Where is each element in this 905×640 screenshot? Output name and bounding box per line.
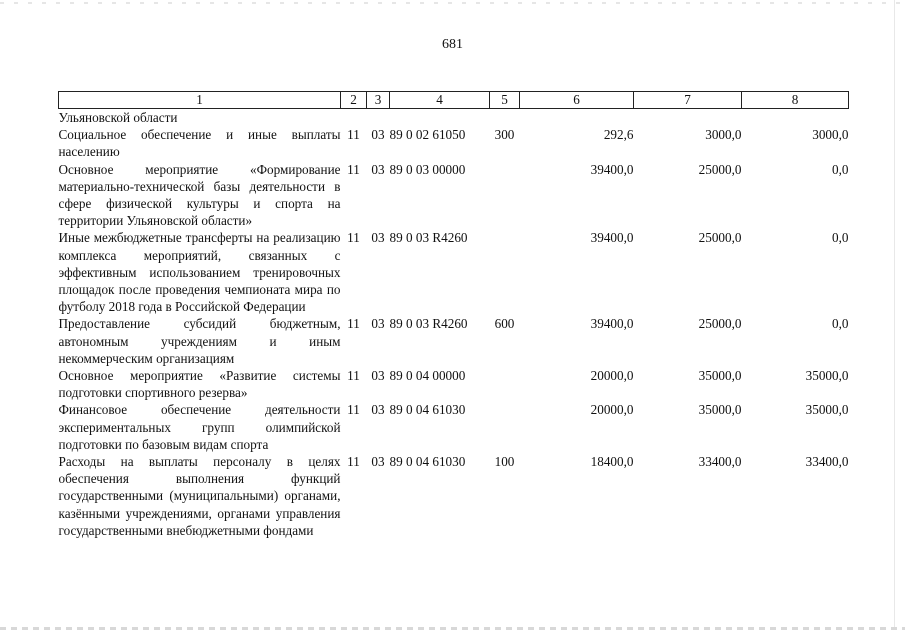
row-name: Расходы на выплаты персоналу в целях обеспечения выполнения функций государственными (муниципальными) органами, казёнными учреждениями, органами управления государственными внебюджетными фондами bbox=[58, 454, 341, 538]
row-section: 11 bbox=[347, 230, 360, 246]
table-row bbox=[59, 126, 849, 160]
col-header-2: 2 bbox=[341, 92, 367, 109]
row-section: 11 bbox=[347, 454, 360, 470]
row-name: Финансовое обеспечение деятельности экспериментальных групп олимпийской подготовки по базовым видам спорта bbox=[58, 402, 341, 452]
scan-artifact-top bbox=[0, 2, 905, 4]
row-amount-col7: 3000,0 bbox=[705, 127, 742, 143]
row-subsection: 03 bbox=[371, 368, 385, 384]
row-amount-col8: 3000,0 bbox=[812, 127, 849, 143]
scan-artifact-bottom bbox=[0, 627, 905, 630]
row-amount-col6: 20000,0 bbox=[590, 402, 634, 418]
row-amount-col8: 0,0 bbox=[832, 161, 849, 177]
row-name: Основное мероприятие «Развитие системы подготовки спортивного резерва» bbox=[58, 368, 341, 401]
row-expense-type: 100 bbox=[494, 454, 515, 470]
table-row bbox=[59, 367, 849, 401]
row-target-code: 89 0 04 61030 bbox=[389, 454, 466, 470]
table-row bbox=[59, 229, 849, 315]
table-row bbox=[59, 401, 849, 453]
row-expense-type bbox=[490, 161, 520, 230]
row-section: 11 bbox=[347, 402, 360, 418]
row-expense-type bbox=[490, 109, 520, 127]
col-header-7: 7 bbox=[634, 92, 742, 109]
row-amount-col8: 0,0 bbox=[832, 316, 849, 332]
row-subsection: 03 bbox=[371, 402, 385, 418]
row-amount-col7: 25000,0 bbox=[698, 230, 742, 246]
row-expense-type bbox=[490, 229, 520, 315]
row-amount-col8 bbox=[742, 109, 849, 127]
table-row bbox=[59, 315, 849, 367]
row-amount-col6: 39400,0 bbox=[590, 161, 634, 177]
row-amount-col7: 25000,0 bbox=[698, 161, 742, 177]
row-target-code: 89 0 02 61050 bbox=[389, 127, 466, 143]
row-target-code: 89 0 04 61030 bbox=[389, 402, 466, 418]
table-row bbox=[59, 161, 849, 230]
row-section: 11 bbox=[347, 368, 360, 384]
col-header-1: 1 bbox=[59, 92, 341, 109]
row-amount-col8: 33400,0 bbox=[805, 454, 849, 470]
row-target-code bbox=[390, 109, 490, 127]
table-row bbox=[59, 453, 849, 539]
row-amount-col7: 25000,0 bbox=[698, 316, 742, 332]
row-expense-type bbox=[490, 401, 520, 453]
row-name: Предоставление субсидий бюджетным, автономным учреждениям и иным некоммерческим организациям bbox=[58, 316, 341, 366]
row-section: 11 bbox=[347, 127, 360, 143]
row-subsection: 03 bbox=[371, 161, 385, 177]
column-number-header bbox=[59, 92, 849, 109]
row-target-code: 89 0 03 R4260 bbox=[389, 230, 468, 246]
col-header-4: 4 bbox=[390, 92, 490, 109]
row-section: 11 bbox=[347, 161, 360, 177]
row-subsection: 03 bbox=[371, 230, 385, 246]
row-section: 11 bbox=[347, 316, 360, 332]
row-amount-col7: 35000,0 bbox=[698, 368, 742, 384]
row-expense-type bbox=[490, 367, 520, 401]
row-amount-col6: 20000,0 bbox=[590, 368, 634, 384]
row-amount-col6: 292,6 bbox=[603, 127, 634, 143]
row-section bbox=[341, 109, 367, 127]
col-header-8: 8 bbox=[742, 92, 849, 109]
row-subsection: 03 bbox=[371, 316, 385, 332]
budget-table bbox=[58, 91, 849, 539]
row-target-code: 89 0 03 R4260 bbox=[389, 316, 468, 332]
row-subsection bbox=[367, 109, 390, 127]
row-amount-col8: 35000,0 bbox=[805, 368, 849, 384]
table-row bbox=[59, 109, 849, 127]
row-amount-col8: 35000,0 bbox=[805, 402, 849, 418]
row-amount-col6: 39400,0 bbox=[590, 316, 634, 332]
row-amount-col7 bbox=[634, 109, 742, 127]
col-header-3: 3 bbox=[367, 92, 390, 109]
page-number: 681 bbox=[442, 37, 463, 52]
row-amount-col7: 35000,0 bbox=[698, 402, 742, 418]
row-amount-col6: 39400,0 bbox=[590, 230, 634, 246]
col-header-6: 6 bbox=[520, 92, 634, 109]
col-header-5: 5 bbox=[490, 92, 520, 109]
row-amount-col6 bbox=[520, 109, 634, 127]
row-expense-type: 600 bbox=[494, 316, 515, 332]
row-target-code: 89 0 03 00000 bbox=[389, 161, 466, 177]
row-subsection: 03 bbox=[371, 454, 385, 470]
row-amount-col8: 0,0 bbox=[832, 230, 849, 246]
row-amount-col6: 18400,0 bbox=[590, 454, 634, 470]
row-name: Иные межбюджетные трансферты на реализацию комплекса мероприятий, связанных с эффективным использованием тренировочных площадок после проведения чемпионата мира по футболу 2018 года в Российской Федерации bbox=[58, 230, 341, 315]
row-name: Социальное обеспечение и иные выплаты населению bbox=[58, 127, 341, 160]
row-name: Ульяновской области bbox=[58, 110, 178, 125]
row-expense-type: 300 bbox=[494, 127, 515, 143]
row-amount-col7: 33400,0 bbox=[698, 454, 742, 470]
scan-artifact-right bbox=[894, 0, 895, 630]
row-subsection: 03 bbox=[371, 127, 385, 143]
row-target-code: 89 0 04 00000 bbox=[389, 368, 466, 384]
row-name: Основное мероприятие «Формирование материально-технической базы деятельности в сфере физической культуры и спорта на территории Ульяновской области» bbox=[58, 161, 341, 229]
